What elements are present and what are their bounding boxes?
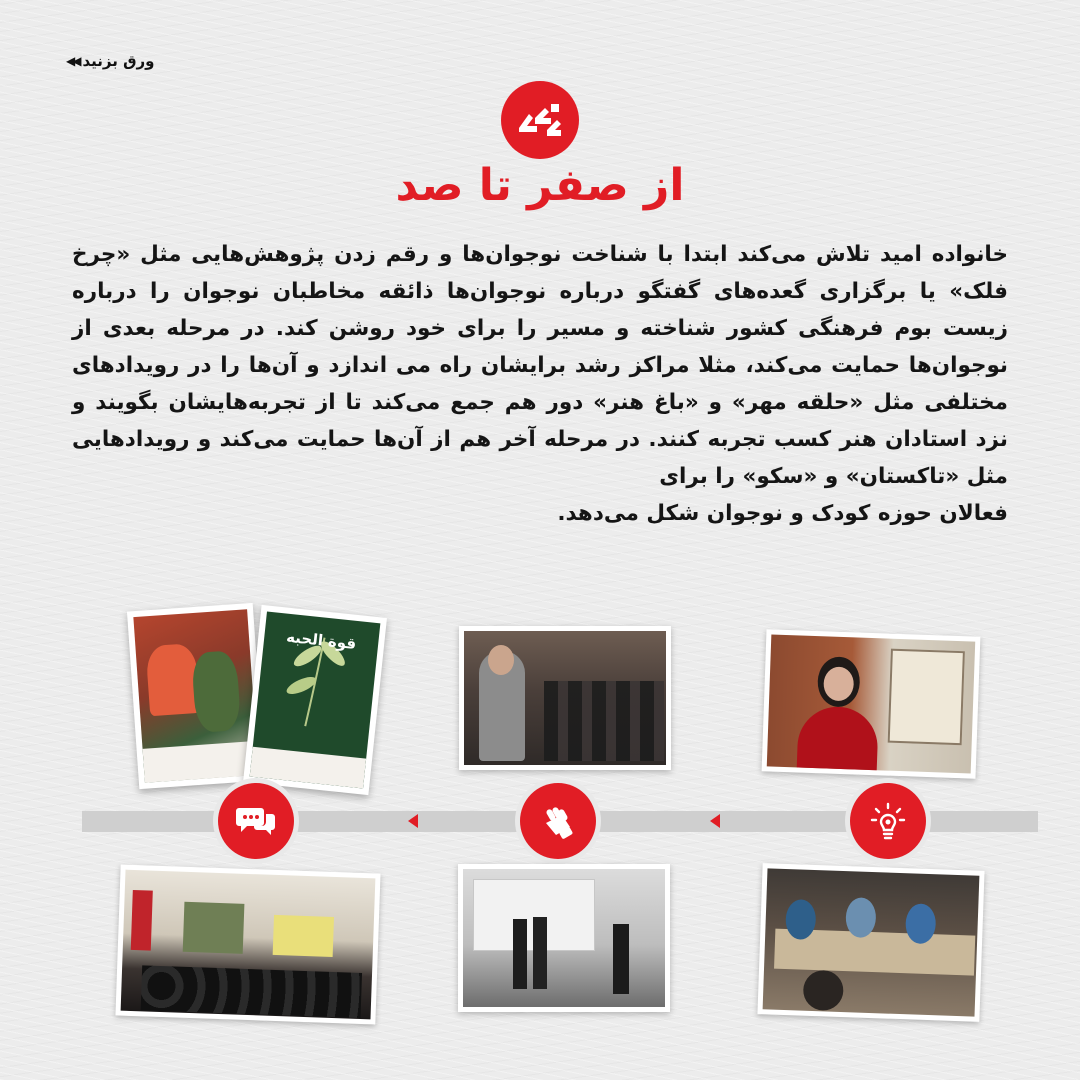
body-paragraph [72,236,1008,532]
body-main: خانواده امید تلاش می‌کند ابتدا با شناخت نوجوان‌ها و رقم زدن پژوهش‌هایی مثل «چرخ فلک» یا برگزاری گعده‌های گفتگو درباره نوجوان‌ها ذائقه مخاطبان نوجوان را درباره زیست بوم فرهنگی کشور شناخته و مسیر را برای خود روشن کند. در مرحله بعدی از نوجوان‌ها حمایت می‌کند، مثلا مراکز رشد برایشان راه می اندازد و آن‌ها را در رویدادهای مختلفی مثل «حلقه مهر» و «باغ هنر» دور هم جمع می‌کند تا از تجربه‌هایشان بگویند و نزد استادان هنر کسب تجربه کنند. در مرحله آخر هم از آن‌ها حمایت می‌کند و رویدادهایی مثل «تاکستان» و «سکو» را برای [72,242,1008,489]
brand-logo-icon [501,81,579,159]
photo-classroom [459,626,671,770]
poster-photo-right [243,605,387,795]
chat-bubbles-icon [218,783,294,859]
swipe-hint[interactable] [66,52,154,70]
swipe-label: ورق بزنید [82,52,155,70]
double-arrow-icon: ◀◀ [66,54,79,68]
poster-title: قوة الحبه [285,627,358,653]
photo-event-panel [115,865,380,1025]
photo-exhibition [458,864,670,1012]
photo-interview [762,629,981,778]
body-last-line: فعالان حوزه کودک و نوجوان شکل می‌دهد. [557,501,1008,526]
photo-workshop [757,863,984,1022]
fist-icon [520,783,596,859]
timeline-arrow-icon [408,814,418,828]
lightbulb-gear-icon [850,783,926,859]
page-title: از صفر تا صد [395,160,685,211]
timeline-arrow-icon [710,814,720,828]
